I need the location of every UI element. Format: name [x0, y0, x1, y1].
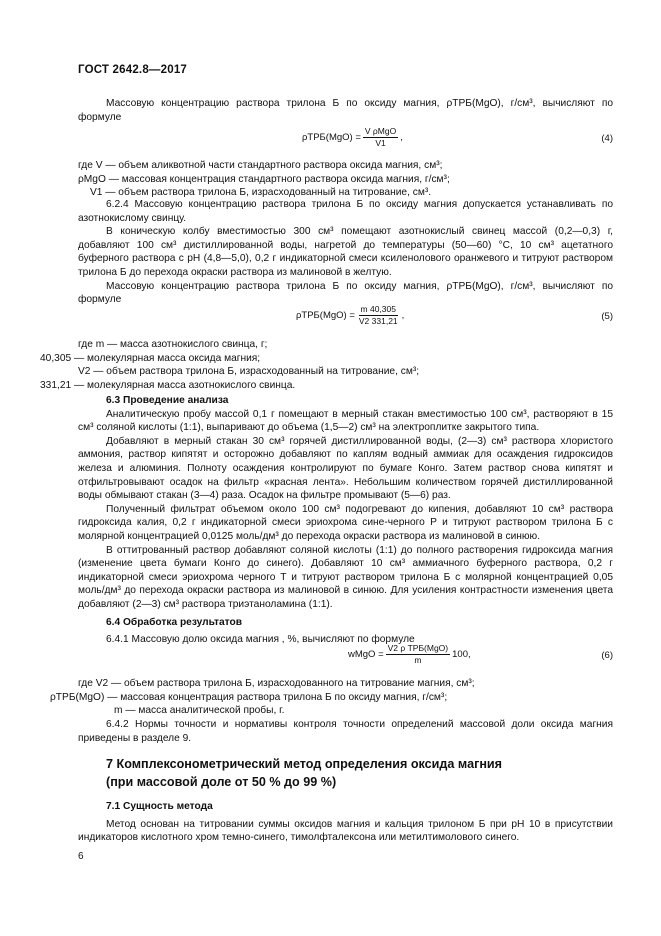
fraction-denominator: V2 331,21 — [358, 316, 398, 326]
paragraph: Массовую концентрацию раствора трилона Б по оксиду магния, ρТРБ(MgO), г/см³, вычисляют по формуле — [78, 280, 613, 306]
formula-4-body — [302, 126, 403, 149]
formula-5-body — [296, 304, 404, 327]
formula-lhs: ρТРБ(MgO) = — [302, 132, 361, 143]
formula-tail: , — [400, 132, 403, 143]
formula-5 — [78, 304, 613, 332]
subsection-heading: 6.4 Обработка результатов — [106, 616, 243, 628]
page-number: 6 — [78, 851, 84, 862]
clause-6-2-4 — [78, 198, 613, 307]
paragraph: 6.4.2 Нормы точности и нормативы контроля точности определений массовой доли оксида магния приведены в разделе 9. — [78, 719, 613, 744]
paragraph: Массовую концентрацию раствора трилона Б по оксиду магния, ρТРБ(MgO), г/см³, вычисляют по формуле — [78, 98, 613, 123]
formula-tail: 100, — [452, 649, 471, 660]
definition: V2 — объем раствора трилона Б, израсходованный на титрование, см³; — [78, 366, 420, 378]
formula4-intro — [78, 97, 613, 124]
formula-fraction — [386, 643, 450, 666]
definition: ρMgO — массовая концентрация стандартного раствора оксида магния, г/см³; — [78, 173, 450, 185]
formula-4 — [78, 126, 613, 154]
formula-lhs: wMgO = — [348, 649, 384, 660]
paragraph: В оттитрованный раствор добавляют соляной кислоты (1:1) до полного растворения гидроксида магния (изменение цвета бумаги Конго до синего). Добавляют 10 см³ аммиачного буферного раствора, 0,2 г индикаторной смеси эриохрома черного Т и титруют раствором трилона Б с молярной концентрацией 0,05 моль/дм³ до перехода окраски раствора из малиновой в синюю. Для усиления контрастности изменения цвета добавляют (2—3) см³ раствора триэтаноламина (1:1). — [78, 544, 613, 610]
fraction-numerator: V ρMgO — [364, 126, 397, 136]
definition: 40,305 — молекулярная масса оксида магния; — [40, 352, 261, 364]
paragraph: В коническую колбу вместимостью 300 см³ помещают азотнокислый свинец массой (0,2—0,3) г, добавляют 100 см³ дистиллированной воды, нагретой до температуры (50—60) °С, 10 см³ ацетатного буферного раствора с pH (4,8—5,0), 0,2 г индикаторной смеси ксиленолового оранжевого и титруют раствором трилона Б до перехода окраски раствора из малиновой в желтую. — [78, 226, 613, 278]
formula-fraction — [357, 304, 400, 327]
fraction-denominator: V1 — [375, 138, 386, 148]
formula-6-body — [348, 643, 471, 666]
formula-fraction — [363, 126, 398, 149]
definition: ρТРБ(MgO) — массовая концентрация раствора трилона Б по оксиду магния, г/см³; — [50, 691, 448, 703]
formula-tail: , — [401, 310, 405, 321]
formula-number: (5) — [601, 311, 613, 322]
document-header: ГОСТ 2642.8—2017 — [78, 64, 188, 76]
fraction-denominator: m — [414, 655, 422, 665]
subsection-heading: 6.3 Проведение анализа — [106, 395, 229, 406]
definition: где V2 — объем раствора трилона Б, израсходованного на титрование магния, см³; — [78, 678, 475, 689]
definition: m — масса аналитической пробы, г. — [114, 705, 285, 717]
definition: V1 — объем раствора трилона Б, израсходованный на титрование, см³. — [90, 187, 432, 199]
section-7-1 — [78, 800, 613, 845]
paragraph: Полученный фильтрат объемом около 100 см³ подогревают до кипения, добавляют 10 см³ раствора гидроксида калия, 0,2 г индикаторной смеси эриохрома сине-черного Р и титруют раствором трилона Б с молярной концентрацией 0,0125 моль/дм³ до перехода окраски раствора из малиновой в синюю. — [78, 503, 613, 542]
definition: где V — объем аликвотной части стандартного раствора оксида магния, см³; — [78, 160, 443, 171]
fraction-numerator: V2 ρ ТРБ(MgO) — [387, 643, 449, 653]
definition: где m — масса азотнокислого свинца, г; — [78, 339, 268, 350]
paragraph: 6.2.4 Массовую концентрацию раствора трилона Б по оксиду магния допускается устанавливать по азотнокислому свинцу. — [78, 199, 613, 224]
paragraph: Аналитическую пробу массой 0,1 г помещают в мерный стакан вместимостью 100 см³, растворяют в 15 см³ соляной кислоты (1:1), выпаривают до объема (1,5—2) см³ на электроплитке закрытого типа. — [78, 408, 613, 434]
clause-6-4-2 — [78, 718, 613, 745]
formula-number: (4) — [601, 133, 613, 144]
formula-number: (6) — [601, 650, 613, 661]
fraction-numerator: m 40,305 — [360, 304, 396, 314]
paragraph: Метод основан на титровании суммы оксидов магния и кальция трилоном Б при pH 10 в присутствии индикаторов кислотного хром темно-синего, тимолфталексона или метилтимолового синего. — [78, 818, 613, 844]
formula-6 — [78, 643, 613, 671]
subsection-heading: 7.1 Сущность метода — [106, 801, 213, 812]
definition: 331,21 — молекулярная масса азотнокислого свинца. — [40, 379, 296, 391]
section-7-heading — [106, 755, 626, 791]
paragraph: 6.4.1 Массовую долю оксида магния , %, вычисляют по формуле — [106, 634, 415, 646]
formula-lhs: ρТРБ(MgO) = — [296, 310, 355, 321]
section-title-line: 7 Комплексонометрический метод определения оксида магния — [106, 757, 503, 771]
formula4-definitions — [78, 159, 613, 200]
section-title-line: (при массовой доле от 50 % до 99 %) — [106, 775, 337, 789]
section-6-3 — [78, 394, 613, 647]
formula5-definitions — [40, 338, 613, 392]
formula6-definitions — [50, 677, 613, 718]
paragraph: Добавляют в мерный стакан 30 см³ горячей дистиллированной воды, (2—3) см³ раствора хлористого аммония, раствор кипятят и осторожно добавляют по каплям водный аммиак для осаждения гидроксидов железа и алюминия. Полноту осаждения контролируют по бумаге Конго. Затем раствор снова кипятят и отфильтровывают осадок на фильтр «красная лента». Небольшим количеством горячей дистиллированной воды обмывают стакан (3—4) раза. Осадок на фильтре промывают (5—6) раз. — [78, 435, 613, 502]
